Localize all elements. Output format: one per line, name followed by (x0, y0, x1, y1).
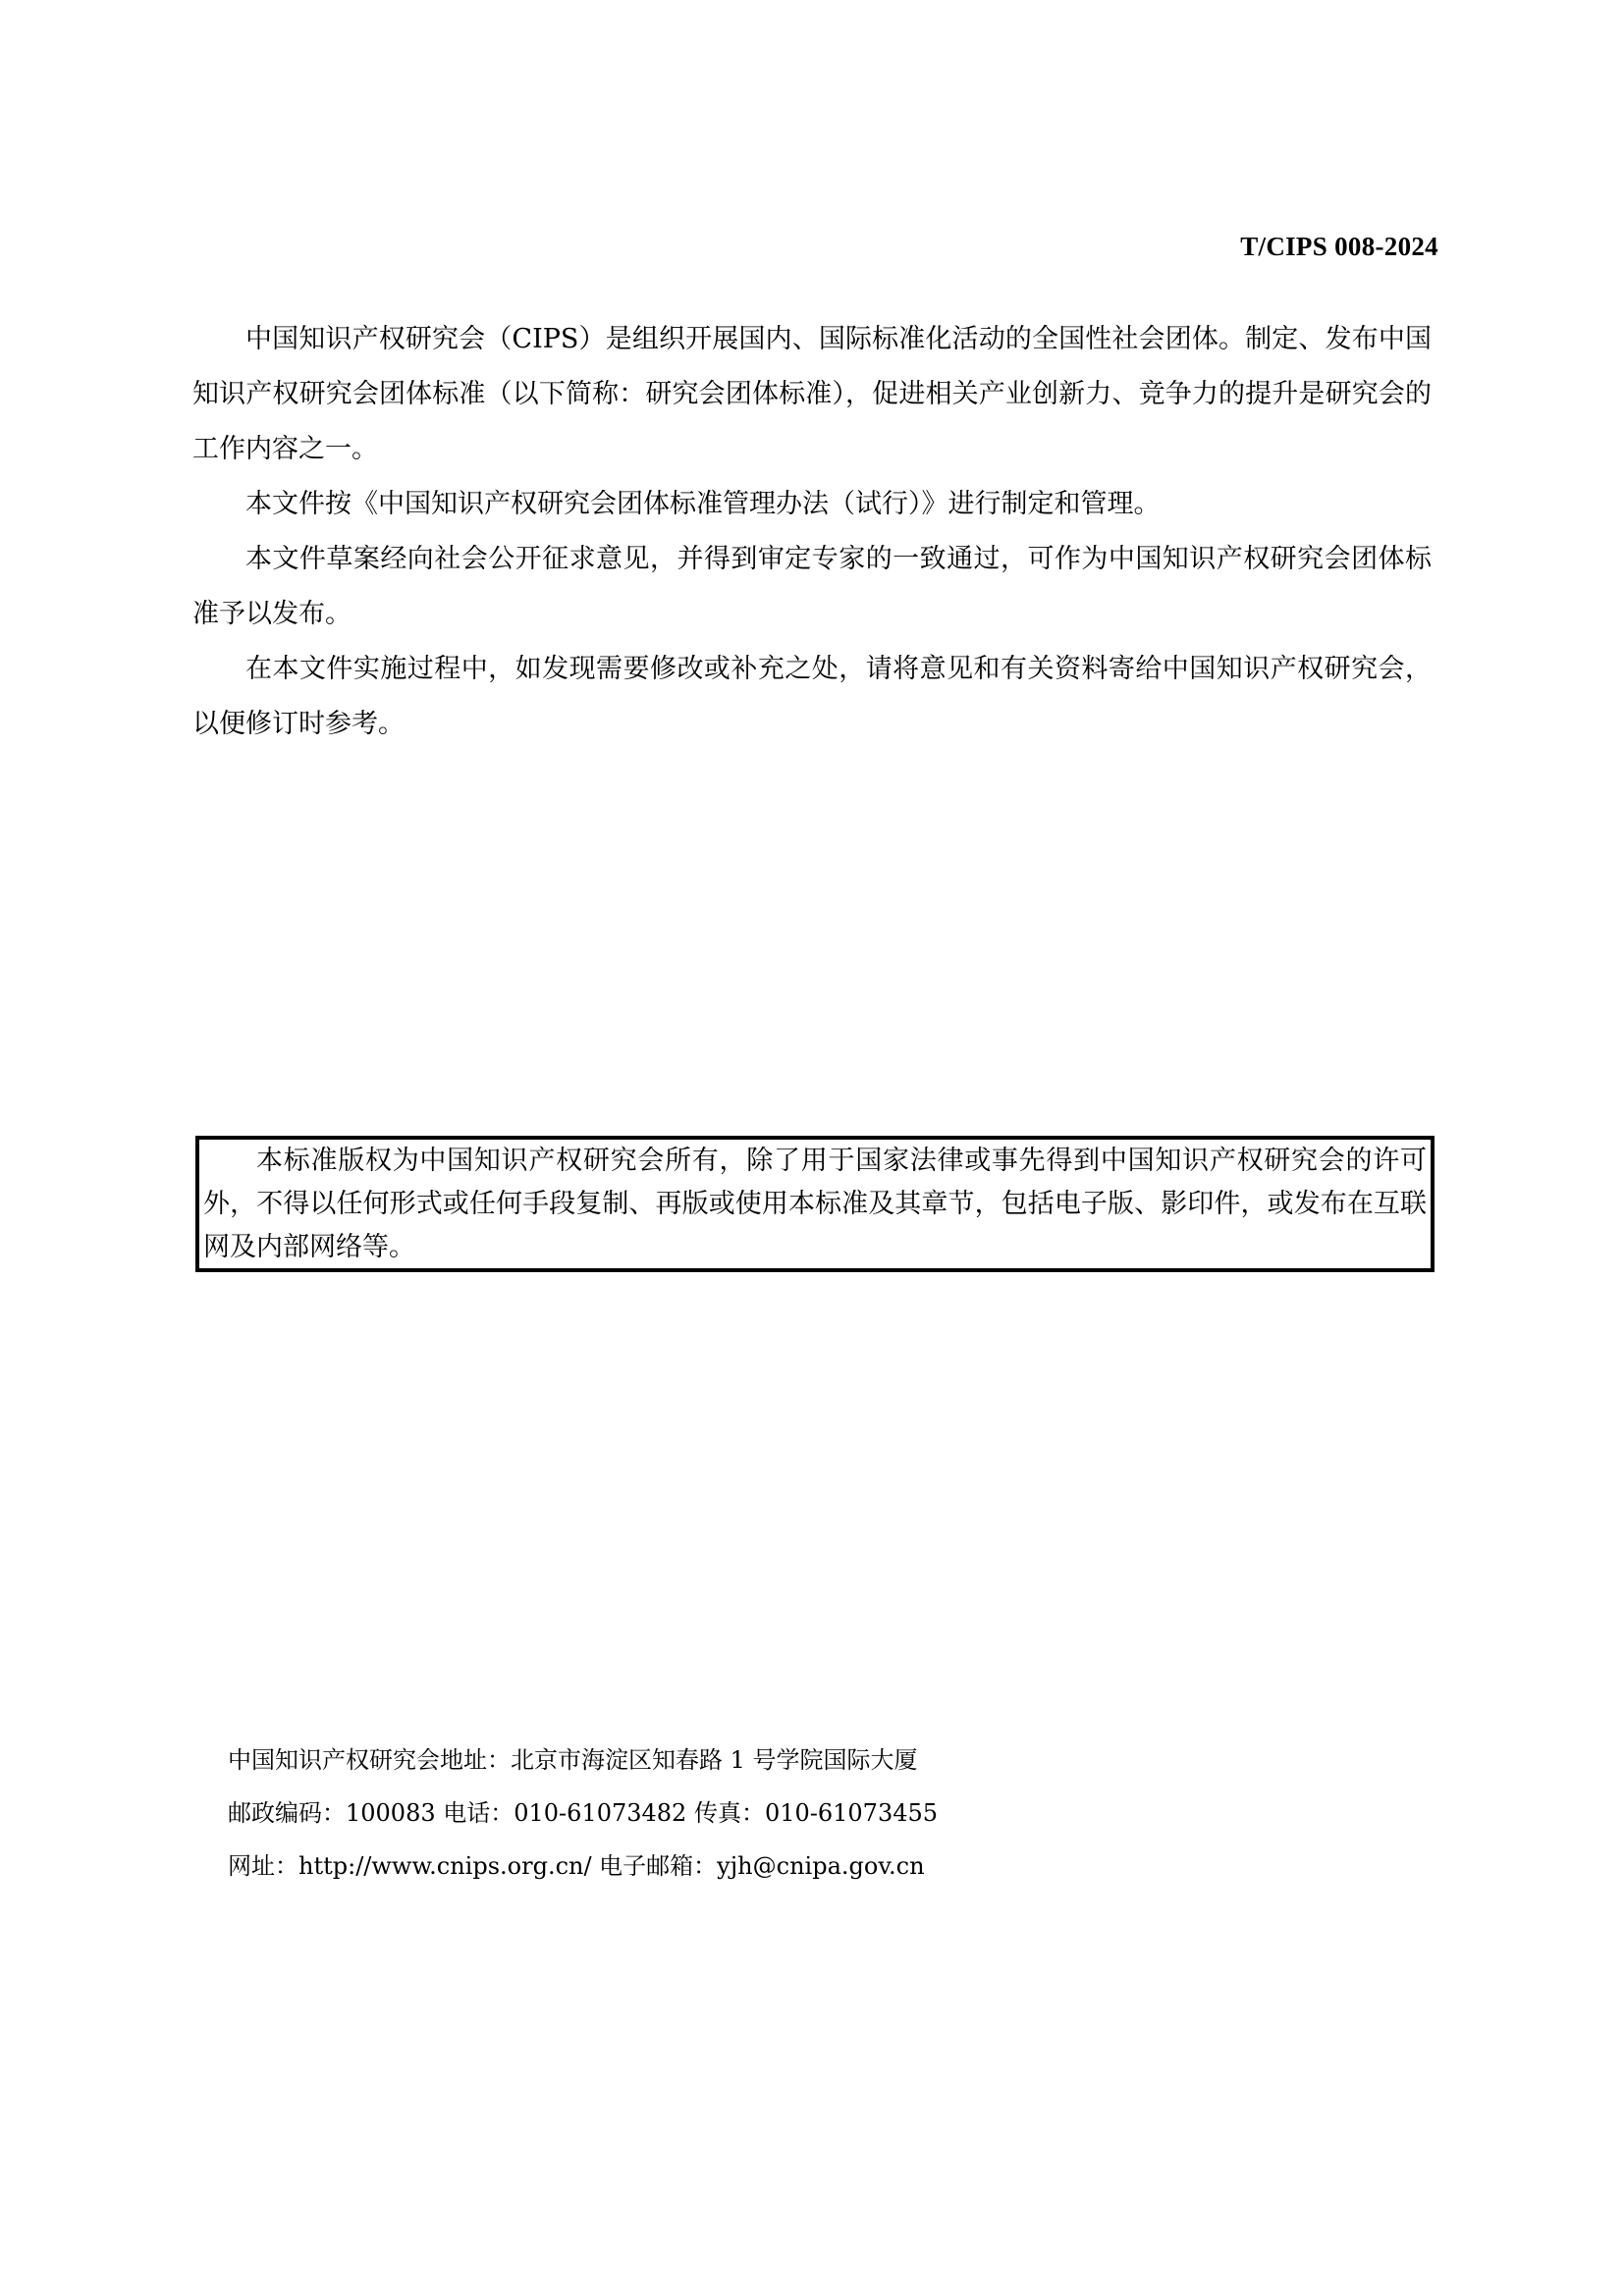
foreword-section (192, 312, 1432, 752)
contact-address: 中国知识产权研究会地址：北京市海淀区知春路 1 号学院国际大厦 (228, 1746, 918, 1774)
contact-web-email: 网址：http://www.cnips.org.cn/ 电子邮箱：yjh@cnipa.gov.cn (228, 1852, 925, 1880)
document-code: T/CIPS 008-2024 (1240, 232, 1438, 261)
contact-info (228, 1734, 938, 1893)
copyright-notice-text: 本标准版权为中国知识产权研究会所有，除了用于国家法律或事先得到中国知识产权研究会的许可外，不得以任何形式或任何手段复制、再版或使用本标准及其章节，包括电子版、影印件，或发布在互联网及内部网络等。 (203, 1146, 1427, 1262)
foreword-paragraph-2: 本文件按《中国知识产权研究会团体标准管理办法（试行）》进行制定和管理。 (245, 489, 1161, 519)
foreword-paragraph-3: 本文件草案经向社会公开征求意见，并得到审定专家的一致通过，可作为中国知识产权研究会团体标准予以发布。 (192, 544, 1432, 629)
copyright-notice-box (195, 1136, 1435, 1272)
foreword-paragraph-1: 中国知识产权研究会（CIPS）是组织开展国内、国际标准化活动的全国性社会团体。制定、发布中国知识产权研究会团体标准（以下简称：研究会团体标准），促进相关产业创新力、竞争力的提升是研究会的工作内容之一。 (192, 324, 1432, 464)
contact-postal-phone-fax: 邮政编码：100083 电话：010-61073482 传真：010-61073455 (228, 1799, 939, 1827)
foreword-paragraph-4: 在本文件实施过程中，如发现需要修改或补充之处，请将意见和有关资料寄给中国知识产权研究会，以便修订时参考。 (192, 654, 1432, 739)
